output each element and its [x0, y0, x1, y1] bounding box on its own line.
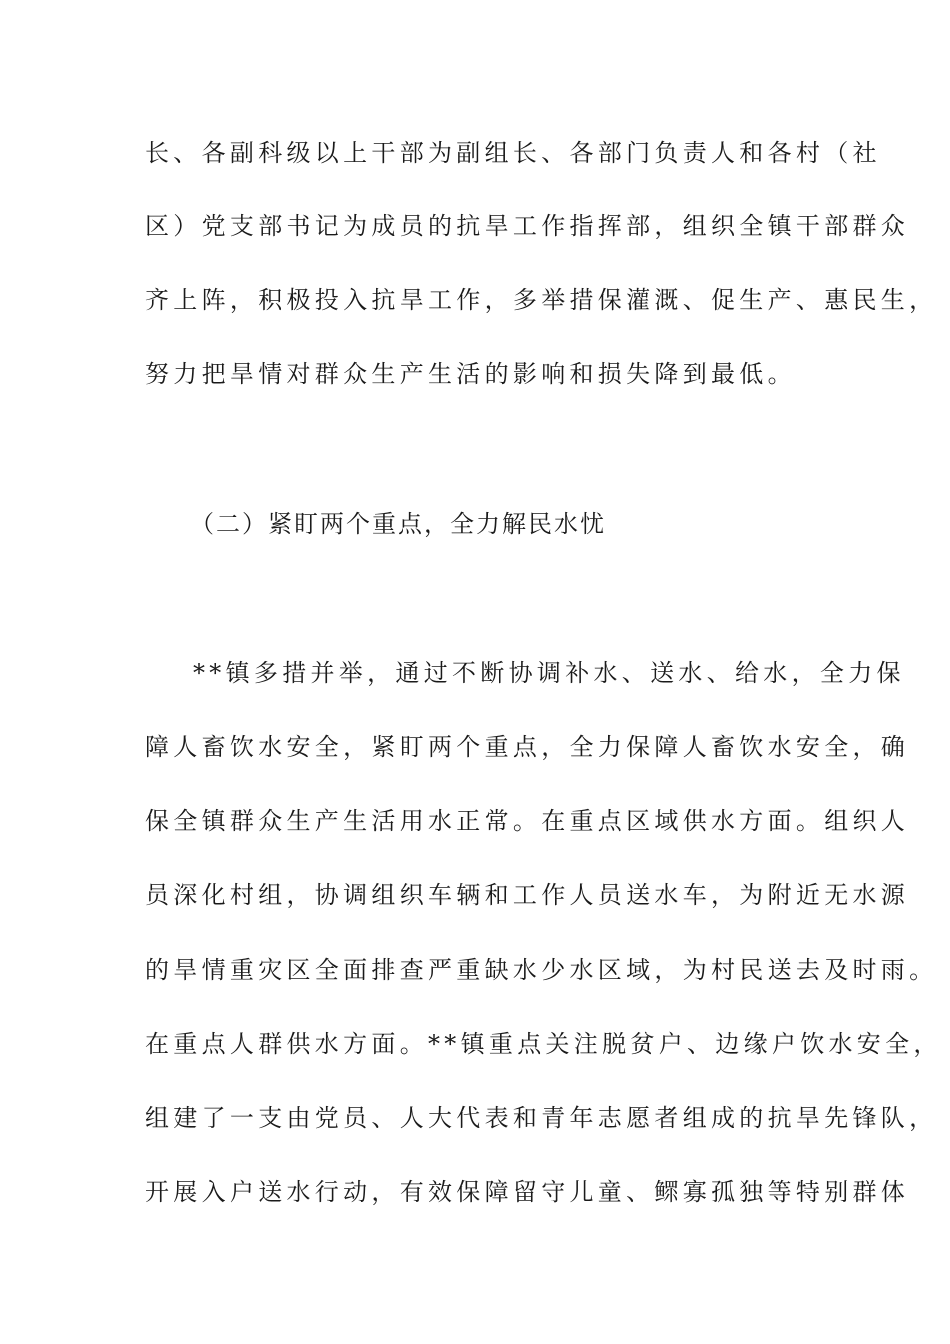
paragraph-2-line-5: 的旱情重灾区全面排查严重缺水少水区域，为村民送去及时雨。	[145, 956, 938, 984]
paragraph-2-line-1: **镇多措并举，通过不断协调补水、送水、给水，全力保	[193, 659, 905, 687]
section-heading: （二）紧盯两个重点，全力解民水忧	[190, 510, 606, 538]
paragraph-1-line-1: 长、各副科级以上干部为副组长、各部门负责人和各村（社	[145, 139, 881, 167]
paragraph-2-line-6: 在重点人群供水方面。**镇重点关注脱贫户、边缘户饮水安全，	[145, 1030, 942, 1058]
paragraph-1-line-3: 齐上阵，积极投入抗旱工作，多举措保灌溉、促生产、惠民生，	[145, 286, 938, 314]
paragraph-1-line-4: 努力把旱情对群众生产生活的影响和损失降到最低。	[145, 360, 796, 388]
paragraph-1-line-2: 区）党支部书记为成员的抗旱工作指挥部，组织全镇干部群众	[145, 212, 910, 240]
paragraph-2-line-4: 员深化村组，协调组织车辆和工作人员送水车，为附近无水源	[145, 881, 910, 909]
paragraph-2-line-3: 保全镇群众生产生活用水正常。在重点区域供水方面。组织人	[145, 807, 910, 835]
paragraph-2-line-8: 开展入户送水行动，有效保障留守儿童、鳏寡孤独等特别群体	[145, 1178, 910, 1206]
paragraph-2-line-7: 组建了一支由党员、人大代表和青年志愿者组成的抗旱先锋队，	[145, 1104, 938, 1132]
paragraph-2-line-2: 障人畜饮水安全，紧盯两个重点，全力保障人畜饮水安全，确	[145, 733, 910, 761]
